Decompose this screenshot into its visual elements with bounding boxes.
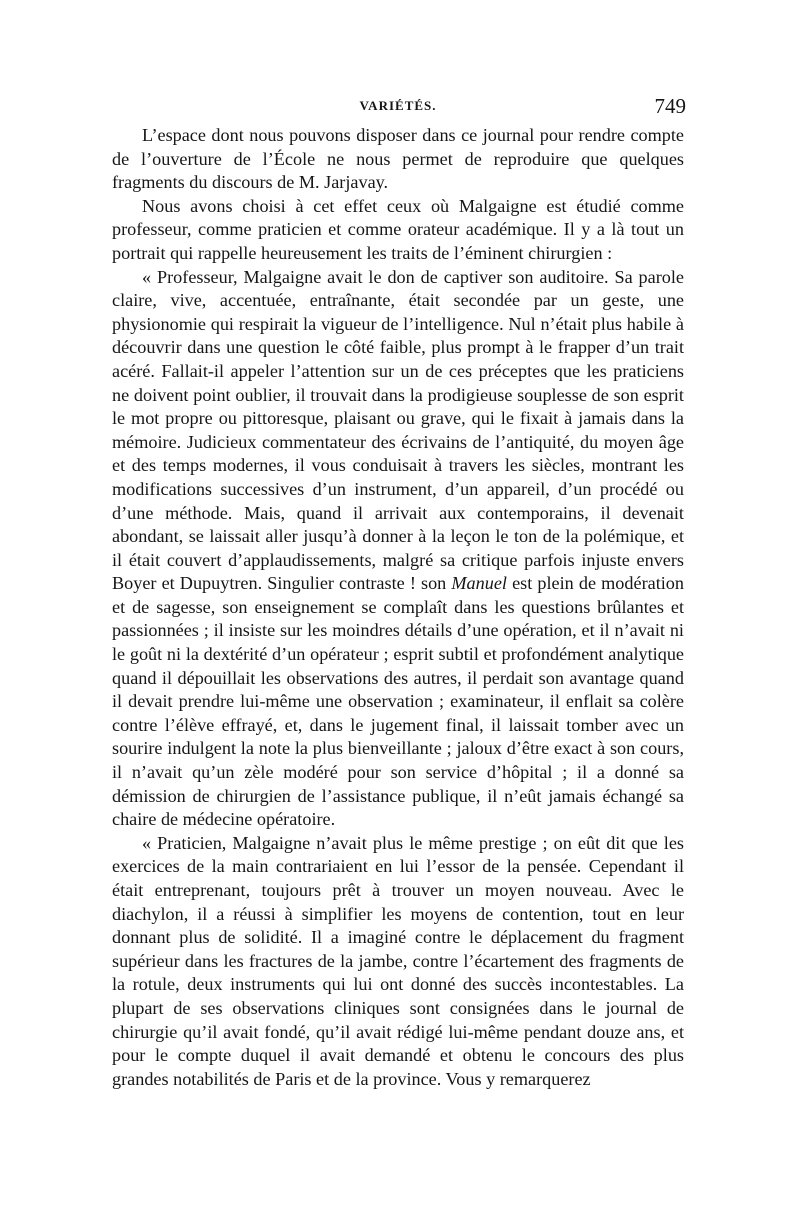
body-text — [112, 124, 684, 1091]
paragraph-praticien: « Praticien, Malgaigne n’avait plus le même prestige ; on eût dit que les exercices de la main contrariaient en lui l’essor de la pensée. Cependant il était entreprenant, toujours prêt à trouver un moyen nouveau. Avec le diachylon, il a réussi à simplifier les moyens de contention, tout en leur donnant plus de solidité. Il a imaginé contre le déplacement du fragment supérieur dans les fractures de la jambe, contre l’écartement des fragments de la rotule, deux instruments qui lui ont donné des succès incontestables. La plupart de ses observations cliniques sont consignées dans le journal de chirurgie qu’il avait fondé, qu’il avait rédigé lui-même pendant douze ans, et pour le compte duquel il avait demandé et obtenu le concours des plus grandes notabilités de Paris et de la province. Vous y remarquerez — [112, 832, 684, 1089]
paragraph-choice: Nous avons choisi à cet effet ceux où Malgaigne est étudié comme professeur, comme praticien et comme orateur académique. Il y a là tout un portrait qui rappelle heureusement les traits de l’éminent chirurgien : — [112, 195, 684, 263]
book-page — [112, 94, 684, 1091]
paragraph-professeur-text-after: est plein de modération et de sagesse, son enseignement se complaît dans les questions brûlantes et passionnées ; il insiste sur les moindres détails d’une opération, et il n’avait ni le goût ni la dextérité d’un opérateur ; esprit subtil et profondément analytique quand il dépouillait les observations des autres, il perdait son avantage quand il devait prendre lui-même une observation ; examinateur, il enflait sa colère contre l’élève effrayé, et, dans le jugement final, il laissait tomber avec un sourire indulgent la note la plus bienveillante ; jaloux d’être exact à son cours, il n’avait qu’un zèle modéré pour son service d’hôpital ; il a donné sa démission de chirurgien de l’assistance publique, il n’eût jamais échangé sa chaire de médecine opératoire. — [112, 573, 684, 830]
paragraph-intro: L’espace dont nous pouvons disposer dans ce journal pour rendre compte de l’ouverture de l’École ne nous permet de reproduire que quelques fragments du discours de M. Jarjavay. — [112, 125, 684, 193]
page-number: 749 — [654, 94, 686, 118]
manuel-italic-word: Manuel — [451, 573, 507, 594]
paragraph-professeur — [112, 266, 684, 832]
page-header — [112, 94, 684, 124]
running-head: VARIÉTÉS. — [359, 98, 437, 113]
paragraph-professeur-text-before: « Professeur, Malgaigne avait le don de captiver son auditoire. Sa parole claire, vive, accentuée, entraînante, était secondée par un geste, une physionomie qui respirait la vigueur de l’intelligence. Nul n’était plus habile à découvrir dans une question le côté faible, plus prompt à le frapper d’un trait acéré. Fallait-il appeler l’attention sur un de ces préceptes que les praticiens ne doivent point oublier, il trouvait dans la prodigieuse souplesse de son esprit le mot propre ou pittoresque, plaisant ou grave, qui le fixait à jamais dans la mémoire. Judicieux commentateur des écrivains de l’antiquité, du moyen âge et des temps modernes, il vous conduisait à travers les siècles, montrant les modifications successives d’un instrument, d’un appareil, d’un procédé ou d’une méthode. Mais, quand il arrivait aux contemporains, il devenait abondant, se laissait aller jusqu’à donner à la leçon le ton de la polémique, et il était couvert d’applaudissements, malgré sa critique parfois injuste envers Boyer et Dupuytren. Singulier contraste ! son — [112, 266, 684, 594]
